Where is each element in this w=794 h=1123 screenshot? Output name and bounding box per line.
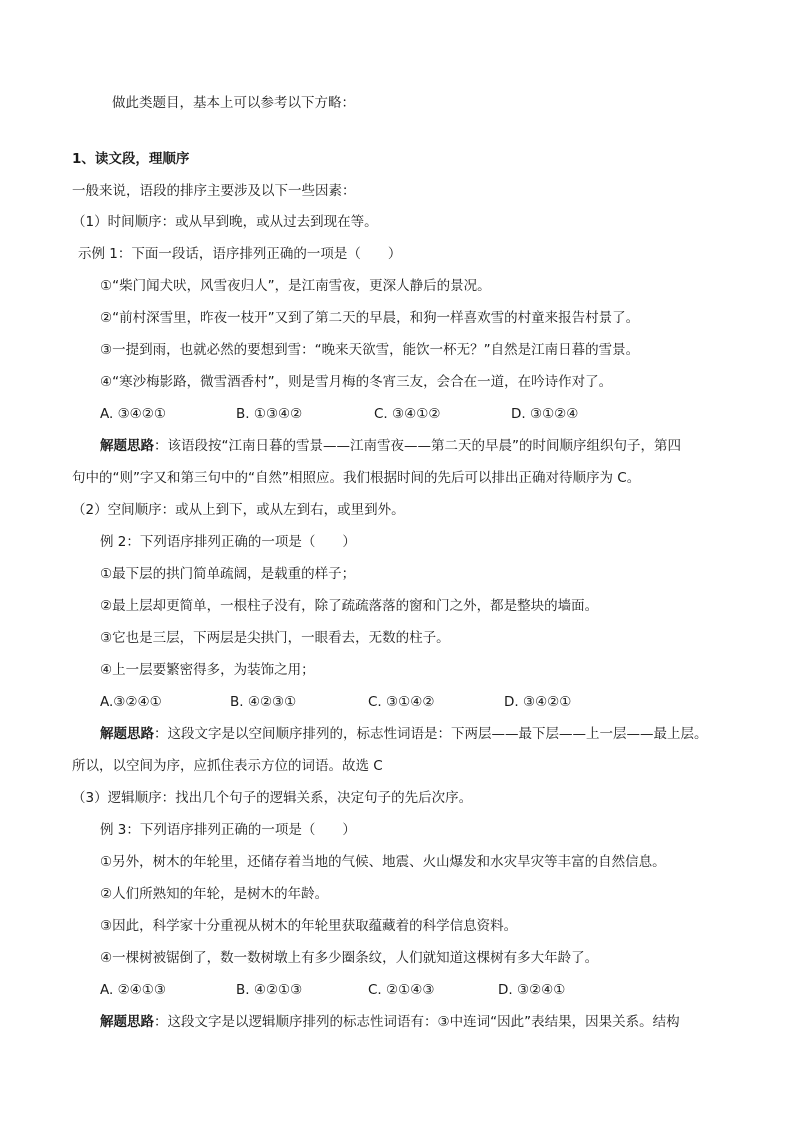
example3-item-3: ③因此，科学家十分重视从树木的年轮里获取蕴藏着的科学信息资料。 (100, 918, 518, 934)
general-text: 一般来说，语段的排序主要涉及以下一些因素： (72, 183, 356, 199)
example1-item-4: ④“寒沙梅影路，微雪酒香村”，则是雪月梅的冬宵三友，会合在一道，在吟诗作对了。 (100, 374, 613, 390)
example2-item-1: ①最下层的拱门简单疏阔，是载重的样子； (100, 566, 356, 582)
option-c: C. ③①④② (368, 694, 435, 710)
option-b: B. ①③④② (236, 406, 303, 422)
option-a: A. ③④②① (100, 406, 166, 422)
analysis-label: 解题思路 (100, 1014, 154, 1030)
example1-item-2: ②“前村深雪里，昨夜一枝开”又到了第二天的早晨，和狗一样喜欢雪的村童来报告村景了。 (100, 310, 640, 326)
option-a: A.③②④① (100, 694, 162, 710)
section-heading: 1、读文段，理顺序 (72, 151, 190, 167)
example3-item-1: ①另外，树木的年轮里，还储存着当地的气候、地震、火山爆发和水灾旱灾等丰富的自然信息。 (100, 854, 666, 870)
option-d: D. ③④②① (504, 694, 572, 710)
option-c: C. ③④①② (374, 406, 441, 422)
example1-item-1: ①“柴门闻犬吠，风雪夜归人”，是江南雪夜，更深人静后的景况。 (100, 278, 491, 294)
example1-analysis-line1 (100, 437, 681, 455)
analysis-text: ：该语段按“江南日暮的雪景——江南雪夜——第二天的早晨”的时间顺序组织句子，第四 (154, 438, 681, 454)
example3-analysis-line1 (100, 1013, 680, 1031)
example2-question: 例 2：下列语序排列正确的一项是（ ） (100, 534, 356, 550)
example1-options (100, 405, 660, 423)
example2-item-4: ④上一层要繁密得多，为装饰之用； (100, 662, 315, 678)
option-b: B. ④②①③ (236, 982, 303, 998)
analysis-text: ：这段文字是以空间顺序排列的，标志性词语是：下两层——最下层——上一层——最上层。 (154, 726, 708, 742)
example2-item-2: ②最上层却更简单，一根柱子没有，除了疏疏落落的窗和门之外，都是整块的墙面。 (100, 598, 599, 614)
example2-analysis-line2: 所以，以空间为序，应抓住表示方位的词语。故选 C (72, 758, 383, 774)
option-b: B. ④②③① (230, 694, 297, 710)
example2-item-3: ③它也是三层，下两层是尖拱门，一眼看去，无数的柱子。 (100, 630, 450, 646)
option-d: D. ③②④① (498, 982, 566, 998)
example2-options (100, 693, 660, 711)
example3-options (100, 981, 660, 999)
example1-item-3: ③一提到雨，也就必然的要想到雪：“晚来天欲雪，能饮一杯无？”自然是江南日暮的雪景。 (100, 342, 640, 358)
space-order-heading: （2）空间顺序：或从上到下，或从左到右，或里到外。 (72, 502, 405, 518)
example1-analysis-line2: 句中的“则”字又和第三句中的“自然”相照应。我们根据时间的先后可以排出正确对待顺序为 C。 (72, 470, 641, 486)
example3-question: 例 3：下列语序排列正确的一项是（ ） (100, 822, 356, 838)
logic-order-heading: （3）逻辑顺序：找出几个句子的逻辑关系，决定句子的先后次序。 (72, 790, 473, 806)
time-order-heading: （1）时间顺序：或从早到晚，或从过去到现在等。 (72, 214, 378, 230)
intro-text: 做此类题目，基本上可以参考以下方略： (112, 95, 355, 111)
analysis-label: 解题思路 (100, 438, 154, 454)
example1-question: 示例 1：下面一段话，语序排列正确的一项是（ ） (78, 246, 402, 262)
analysis-label: 解题思路 (100, 726, 154, 742)
example2-analysis-line1 (100, 725, 708, 743)
option-d: D. ③①②④ (511, 406, 579, 422)
example3-item-2: ②人们所熟知的年轮，是树木的年龄。 (100, 886, 329, 902)
example3-item-4: ④一棵树被锯倒了，数一数树墩上有多少圈条纹，人们就知道这棵树有多大年龄了。 (100, 950, 599, 966)
option-a: A. ②④①③ (100, 982, 166, 998)
analysis-text: ：这段文字是以逻辑顺序排列的标志性词语有：③中连词“因此”表结果，因果关系。结构 (154, 1014, 680, 1030)
option-c: C. ②①④③ (368, 982, 435, 998)
